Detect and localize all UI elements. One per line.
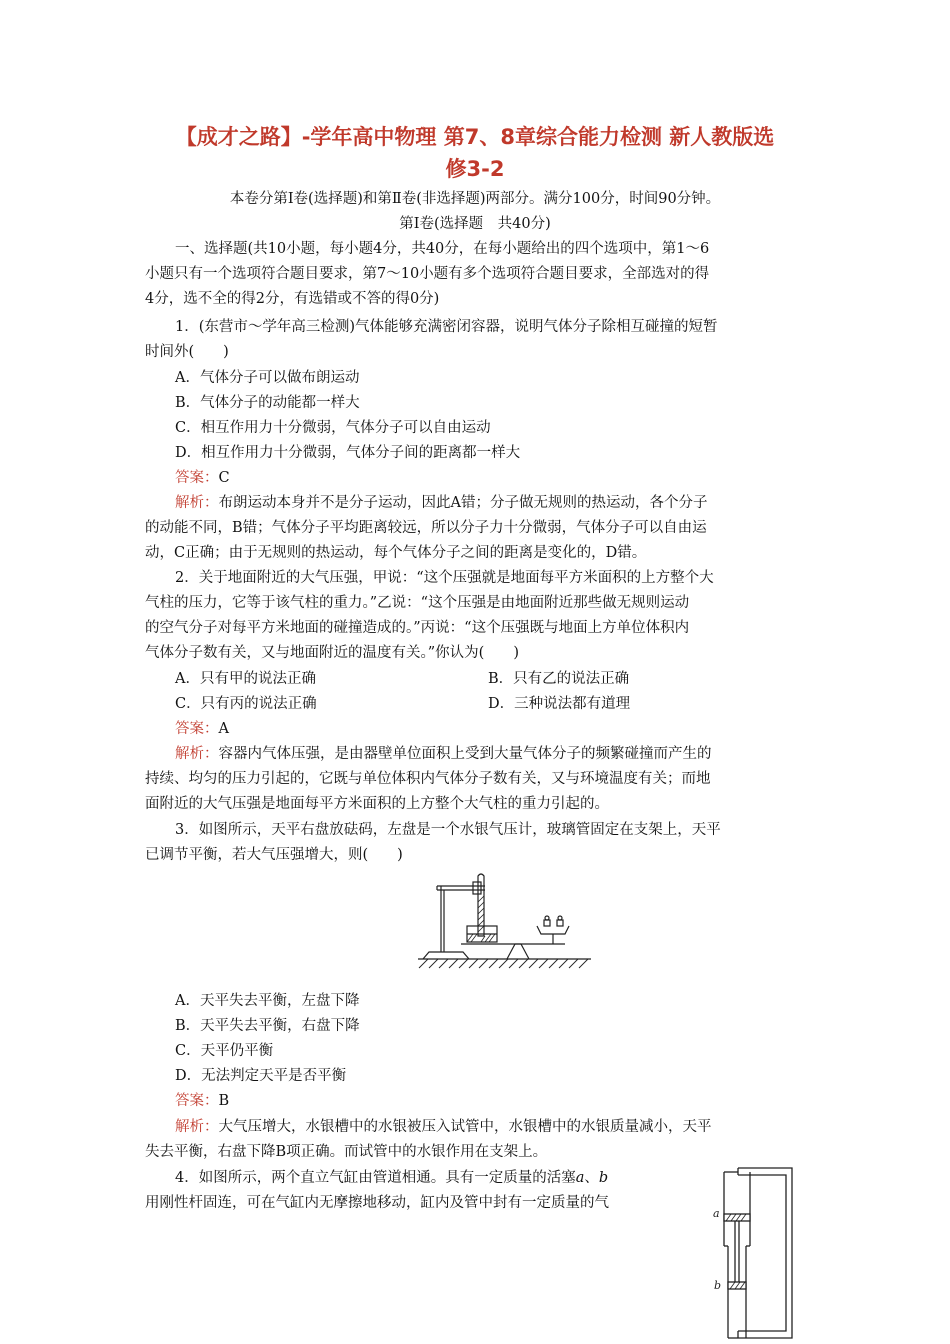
analysis-text: 容器内气体压强，是由器壁单位面积上受到大量气体分子的频繁碰撞而产生的 — [218, 746, 712, 762]
q1-stem-line: 时间外( ) — [145, 344, 229, 360]
var-b: b — [598, 1170, 609, 1186]
q4-stem-line — [175, 1166, 608, 1190]
cylinders-figure — [704, 1164, 796, 1342]
q2-stem-line: 2．关于地面附近的大气压强，甲说：“这个压强就是地面每平方米面积的上方整个大 — [175, 570, 714, 586]
q1-answer — [175, 466, 230, 490]
q3-analysis-line — [175, 1115, 712, 1139]
separator: 、 — [584, 1170, 599, 1186]
analysis-text: 大气压增大，水银槽中的水银被压入试管中，水银槽中的水银质量减小，天平 — [218, 1119, 712, 1135]
q1-option-d: D．相互作用力十分微弱，气体分子间的距离都一样大 — [175, 445, 521, 461]
answer-label: 答案： — [175, 721, 219, 737]
answer-label: 答案： — [175, 470, 219, 486]
q3-stem-line: 3．如图所示，天平右盘放砝码，左盘是一个水银气压计，玻璃管固定在支架上，天平 — [175, 822, 721, 838]
piston-b-label: b — [714, 1279, 722, 1292]
answer-value: B — [218, 1093, 230, 1109]
q1-option-c: C．相互作用力十分微弱，气体分子可以自由运动 — [175, 420, 491, 436]
q3-option-b: B．天平失去平衡，右盘下降 — [175, 1018, 360, 1034]
q1-stem-line: 1．(东营市～学年高三检测)气体能够充满密闭容器，说明气体分子除相互碰撞的短暂 — [175, 319, 718, 335]
instruction-line: 小题只有一个选项符合题目要求，第7～10小题有多个选项符合题目要求，全部选对的得 — [145, 266, 710, 282]
analysis-label: 解析： — [175, 746, 219, 762]
q2-option-a: A．只有甲的说法正确 — [175, 671, 316, 687]
answer-label: 答案： — [175, 1093, 219, 1109]
piston-a-label: a — [713, 1207, 720, 1220]
instruction-line: 一、选择题(共10小题，每小题4分，共40分，在每小题给出的四个选项中，第1～6 — [175, 241, 710, 257]
q2-option-b: B．只有乙的说法正确 — [488, 671, 630, 687]
q1-analysis-line: 动，C正确；由于无规则的热运动，每个气体分子之间的距离是变化的，D错。 — [145, 545, 647, 561]
q2-analysis-line — [175, 742, 712, 766]
document-title-line-2: 修3-2 — [445, 157, 505, 181]
q2-stem-line: 的空气分子对每平方米地面的碰撞造成的。”丙说：“这个压强既与地面上方单位体积内 — [145, 620, 690, 636]
analysis-label: 解析： — [175, 1119, 219, 1135]
analysis-text: 布朗运动本身并不是分子运动，因此A错；分子做无规则的热运动，各个分子 — [218, 495, 708, 511]
q3-option-a: A．天平失去平衡，左盘下降 — [175, 993, 360, 1009]
document-title-line-1: 【成才之路】-学年高中物理 第7、8章综合能力检测 新人教版选 — [175, 125, 775, 149]
balance-barometer-figure — [415, 868, 593, 974]
q4-stem-text: 4．如图所示，两个直立气缸由管道相通。具有一定质量的活塞 — [175, 1170, 576, 1186]
q4-stem-line: 用刚性杆固连，可在气缸内无摩擦地移动，缸内及管中封有一定质量的气 — [145, 1195, 609, 1211]
q1-option-a: A．气体分子可以做布朗运动 — [175, 370, 360, 386]
q1-analysis-line: 的动能不同，B错；气体分子平均距离较远，所以分子力十分微弱，气体分子可以自由运 — [145, 520, 707, 536]
q3-option-c: C．天平仍平衡 — [175, 1043, 274, 1059]
answer-value: C — [218, 470, 230, 486]
analysis-label: 解析： — [175, 495, 219, 511]
q2-analysis-line: 面附近的大气压强是地面每平方米面积的上方整个大气柱的重力引起的。 — [145, 796, 609, 812]
q3-stem-line: 已调节平衡，若大气压强增大，则( ) — [145, 847, 403, 863]
q3-answer — [175, 1089, 229, 1113]
q1-analysis-line — [175, 491, 707, 515]
q3-analysis-line: 失去平衡，右盘下降B项正确。而试管中的水银作用在支架上。 — [145, 1144, 548, 1160]
q1-option-b: B．气体分子的动能都一样大 — [175, 395, 360, 411]
intro-text: 本卷分第Ⅰ卷(选择题)和第Ⅱ卷(非选择题)两部分。满分100分，时间90分钟。 — [229, 191, 721, 207]
q2-stem-line: 气柱的压力，它等于该气柱的重力。”乙说：“这个压强是由地面附近那些做无规则运动 — [145, 595, 690, 611]
instruction-line: 4分，选不全的得2分，有选错或不答的得0分) — [145, 291, 440, 307]
q2-analysis-line: 持续、均匀的压力引起的，它既与单位体积内气体分子数有关，又与环境温度有关；而地 — [145, 771, 711, 787]
q2-stem-line: 气体分子数有关，又与地面附近的温度有关。”你认为( ) — [145, 645, 519, 661]
var-a: a — [575, 1170, 585, 1186]
q2-option-d: D．三种说法都有道理 — [488, 696, 631, 712]
q2-option-c: C．只有丙的说法正确 — [175, 696, 317, 712]
answer-value: A — [218, 721, 229, 737]
q2-answer — [175, 717, 229, 741]
section-title: 第Ⅰ卷(选择题 共40分) — [399, 216, 551, 232]
q3-option-d: D．无法判定天平是否平衡 — [175, 1068, 347, 1084]
